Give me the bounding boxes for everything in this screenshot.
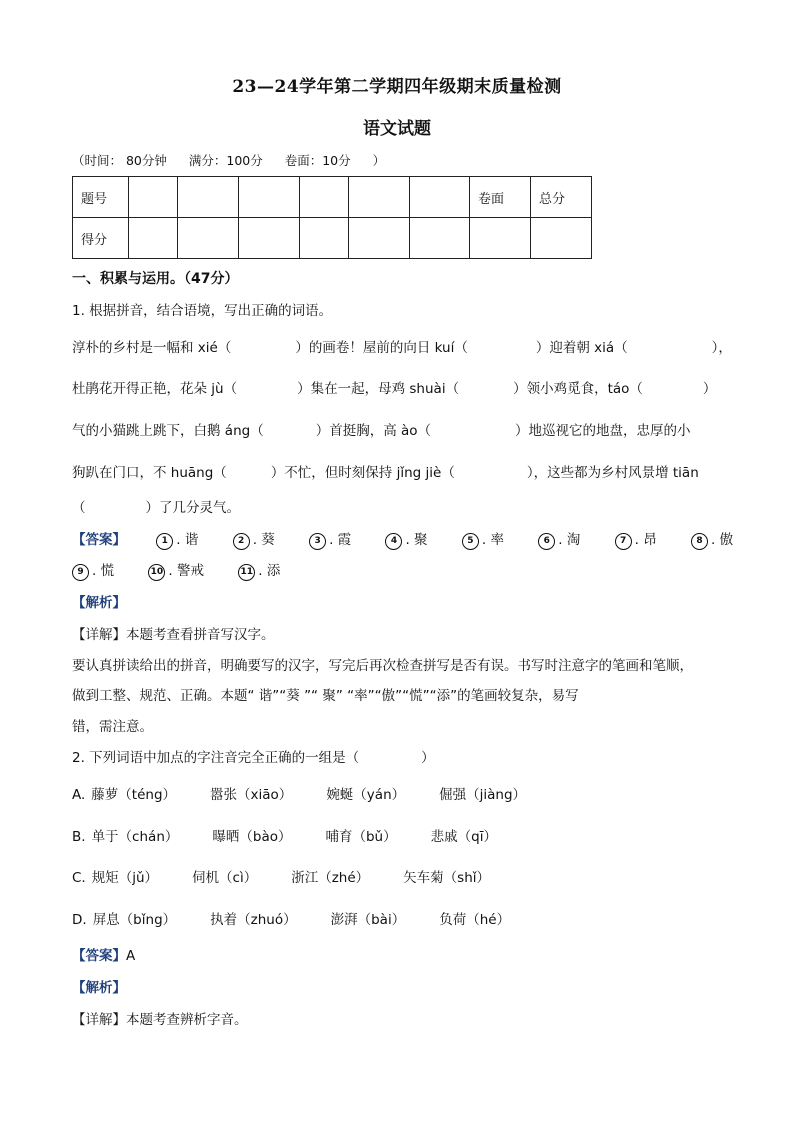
answer-item — [148, 563, 204, 579]
line-segment: （ — [72, 500, 86, 516]
option-word: 藤萝（téng） — [91, 787, 177, 803]
answer-item — [238, 563, 280, 579]
answer-item — [72, 563, 114, 579]
question-2-stem — [72, 746, 435, 766]
table-cell — [129, 218, 178, 259]
line-segment: ）的画卷！屋前的向日 kuí（ — [295, 340, 468, 356]
circled-number: 10 — [148, 564, 165, 581]
meta-full-score: 满分：100分 — [188, 153, 263, 168]
option-d — [72, 908, 544, 928]
table-cell — [410, 218, 470, 259]
option-word: 矢车菊（shǐ） — [403, 870, 491, 886]
line-segment: ）地巡视它的地盘，忠厚的小 — [515, 423, 691, 439]
line-segment: ）迎着朝 xiá（ — [535, 340, 628, 356]
line-segment: 淳朴的乡村是一幅和 xié（ — [72, 340, 232, 356]
answer-word: . 葵 — [252, 532, 275, 548]
answer-item — [538, 532, 580, 548]
circled-number: 11 — [238, 564, 255, 581]
analysis-label: 【解析】 — [72, 595, 126, 611]
answer-item — [462, 532, 504, 548]
option-label: A. — [72, 787, 86, 803]
table-cell — [470, 218, 531, 259]
line-segment: ）集在一起，母鸡 shuài（ — [297, 381, 460, 397]
option-label: D. — [72, 912, 87, 928]
exam-meta — [72, 151, 403, 169]
analysis-detail: 【详解】本题考查辨析字音。 — [72, 1012, 248, 1028]
question-1-line — [72, 496, 240, 516]
analysis-label: 【解析】 — [72, 980, 126, 996]
table-cell — [129, 177, 178, 218]
page-title: 23—24学年第二学期四年级期末质量检测 — [232, 77, 562, 97]
table-cell — [300, 177, 349, 218]
answer-value: A — [126, 948, 136, 964]
table-cell: 卷面 — [470, 177, 531, 218]
circled-number: 4 — [385, 533, 402, 550]
table-cell — [531, 218, 592, 259]
circled-number: 1 — [156, 533, 173, 550]
table-cell — [239, 218, 300, 259]
question-1-stem: 1. 根据拼音，结合语境，写出正确的词语。 — [72, 303, 333, 319]
answer-item — [156, 532, 198, 548]
question-2-answer — [72, 944, 135, 964]
line-segment: ）了几分灵气。 — [145, 500, 240, 516]
circled-number: 5 — [462, 533, 479, 550]
score-table — [72, 176, 592, 259]
answer-item — [309, 532, 351, 548]
option-word: 婉蜒（yán） — [326, 787, 406, 803]
table-cell: 总分 — [531, 177, 592, 218]
circled-number: 8 — [691, 533, 708, 550]
circled-number: 7 — [615, 533, 632, 550]
answer-word: . 警戒 — [168, 563, 204, 579]
line-segment: ）领小鸡觅食，táo（ — [513, 381, 643, 397]
meta-time: （时间： 80分钟 — [72, 153, 167, 168]
option-label: C. — [72, 870, 86, 886]
option-label: B. — [72, 829, 86, 845]
score-table-row-header — [73, 177, 592, 218]
option-word: 负荷（hé） — [439, 912, 511, 928]
option-word: 规矩（jǔ） — [91, 870, 159, 886]
answer-item — [615, 532, 657, 548]
answer-word: . 慌 — [92, 563, 115, 579]
question-1-line — [72, 461, 699, 481]
answer-word: . 昂 — [634, 532, 657, 548]
question-1-line — [72, 377, 716, 397]
answer-item — [233, 532, 275, 548]
option-word: 哺育（bǔ） — [325, 829, 397, 845]
option-a — [72, 783, 560, 803]
table-cell: 题号 — [73, 177, 129, 218]
option-word: 倔强（jiàng） — [439, 787, 527, 803]
option-word: 悲戚（qī） — [430, 829, 497, 845]
table-cell — [239, 177, 300, 218]
line-segment: 杜鹃花开得正艳，花朵 jù（ — [72, 381, 238, 397]
table-cell — [300, 218, 349, 259]
option-word: 浙江（zhé） — [291, 870, 370, 886]
table-cell — [178, 177, 239, 218]
option-word: 澎湃（bài） — [330, 912, 406, 928]
answer-word: . 淘 — [558, 532, 581, 548]
line-segment: ） — [702, 381, 717, 397]
answer-label: 【答案】 — [72, 948, 126, 964]
option-word: 单于（chán） — [91, 829, 179, 845]
page-subtitle: 语文试题 — [363, 119, 431, 139]
option-word: 屏息（bǐng） — [92, 912, 177, 928]
answer-label: 【答案】 — [72, 532, 126, 548]
option-word: 曝晒（bào） — [212, 829, 292, 845]
analysis-paragraph: 做到工整、规范、正确。本题“ 谐”“葵 ”“ 聚” “率”“傲”“慌”“添”的笔画较复杂，易写 — [72, 688, 579, 704]
answer-word: . 谐 — [176, 532, 199, 548]
answer-item — [385, 532, 427, 548]
score-table-row-score — [73, 218, 592, 259]
question-2-stem-close: ） — [421, 750, 435, 766]
line-segment: 狗趴在门口，不 huāng（ — [72, 465, 227, 481]
circled-number: 3 — [309, 533, 326, 550]
circled-number: 2 — [233, 533, 250, 550]
answer-word: . 添 — [258, 563, 281, 579]
option-b — [72, 825, 531, 845]
analysis-paragraph: 要认真拼读给出的拼音，明确要写的汉字，写完后再次检查拼写是否有误。书写时注意字的笔画和笔顺， — [72, 658, 693, 674]
question-1-line — [72, 336, 732, 356]
table-cell — [349, 177, 410, 218]
answer-word: . 傲 — [711, 532, 734, 548]
meta-close: ） — [372, 153, 386, 168]
answer-item — [691, 532, 733, 548]
question-2-stem-text: 2. 下列词语中加点的字注音完全正确的一组是（ — [72, 750, 360, 766]
line-segment: ）首挺胸，高 ào（ — [315, 423, 432, 439]
table-cell — [410, 177, 470, 218]
line-segment: ）不忙，但时刻保持 jǐng jiè（ — [270, 465, 455, 481]
answer-word: . 聚 — [405, 532, 428, 548]
table-cell — [178, 218, 239, 259]
option-word: 嚣张（xiāo） — [210, 787, 293, 803]
meta-neatness: 卷面：10分 — [284, 153, 351, 168]
circled-number: 9 — [72, 564, 89, 581]
option-word: 执着（zhuó） — [210, 912, 297, 928]
analysis-detail: 【详解】本题考查看拼音写汉字。 — [72, 627, 275, 643]
question-1-answers-cont — [72, 559, 310, 581]
answer-word: . 率 — [481, 532, 504, 548]
line-segment: ）， — [711, 340, 732, 356]
analysis-paragraph: 错，需注意。 — [72, 719, 153, 735]
circled-number: 6 — [538, 533, 555, 550]
option-c — [72, 866, 524, 886]
answer-word: . 霞 — [329, 532, 352, 548]
question-1-line — [72, 419, 691, 439]
question-1-answers — [72, 528, 733, 550]
section-heading: 一、积累与运用。（47分） — [72, 271, 239, 287]
table-cell: 得分 — [73, 218, 129, 259]
option-word: 伺机（cì） — [192, 870, 258, 886]
table-cell — [349, 218, 410, 259]
line-segment: ），这些都为乡村风景增 tiān — [526, 465, 699, 481]
line-segment: 气的小猫跳上跳下，白鹅 áng（ — [72, 423, 264, 439]
